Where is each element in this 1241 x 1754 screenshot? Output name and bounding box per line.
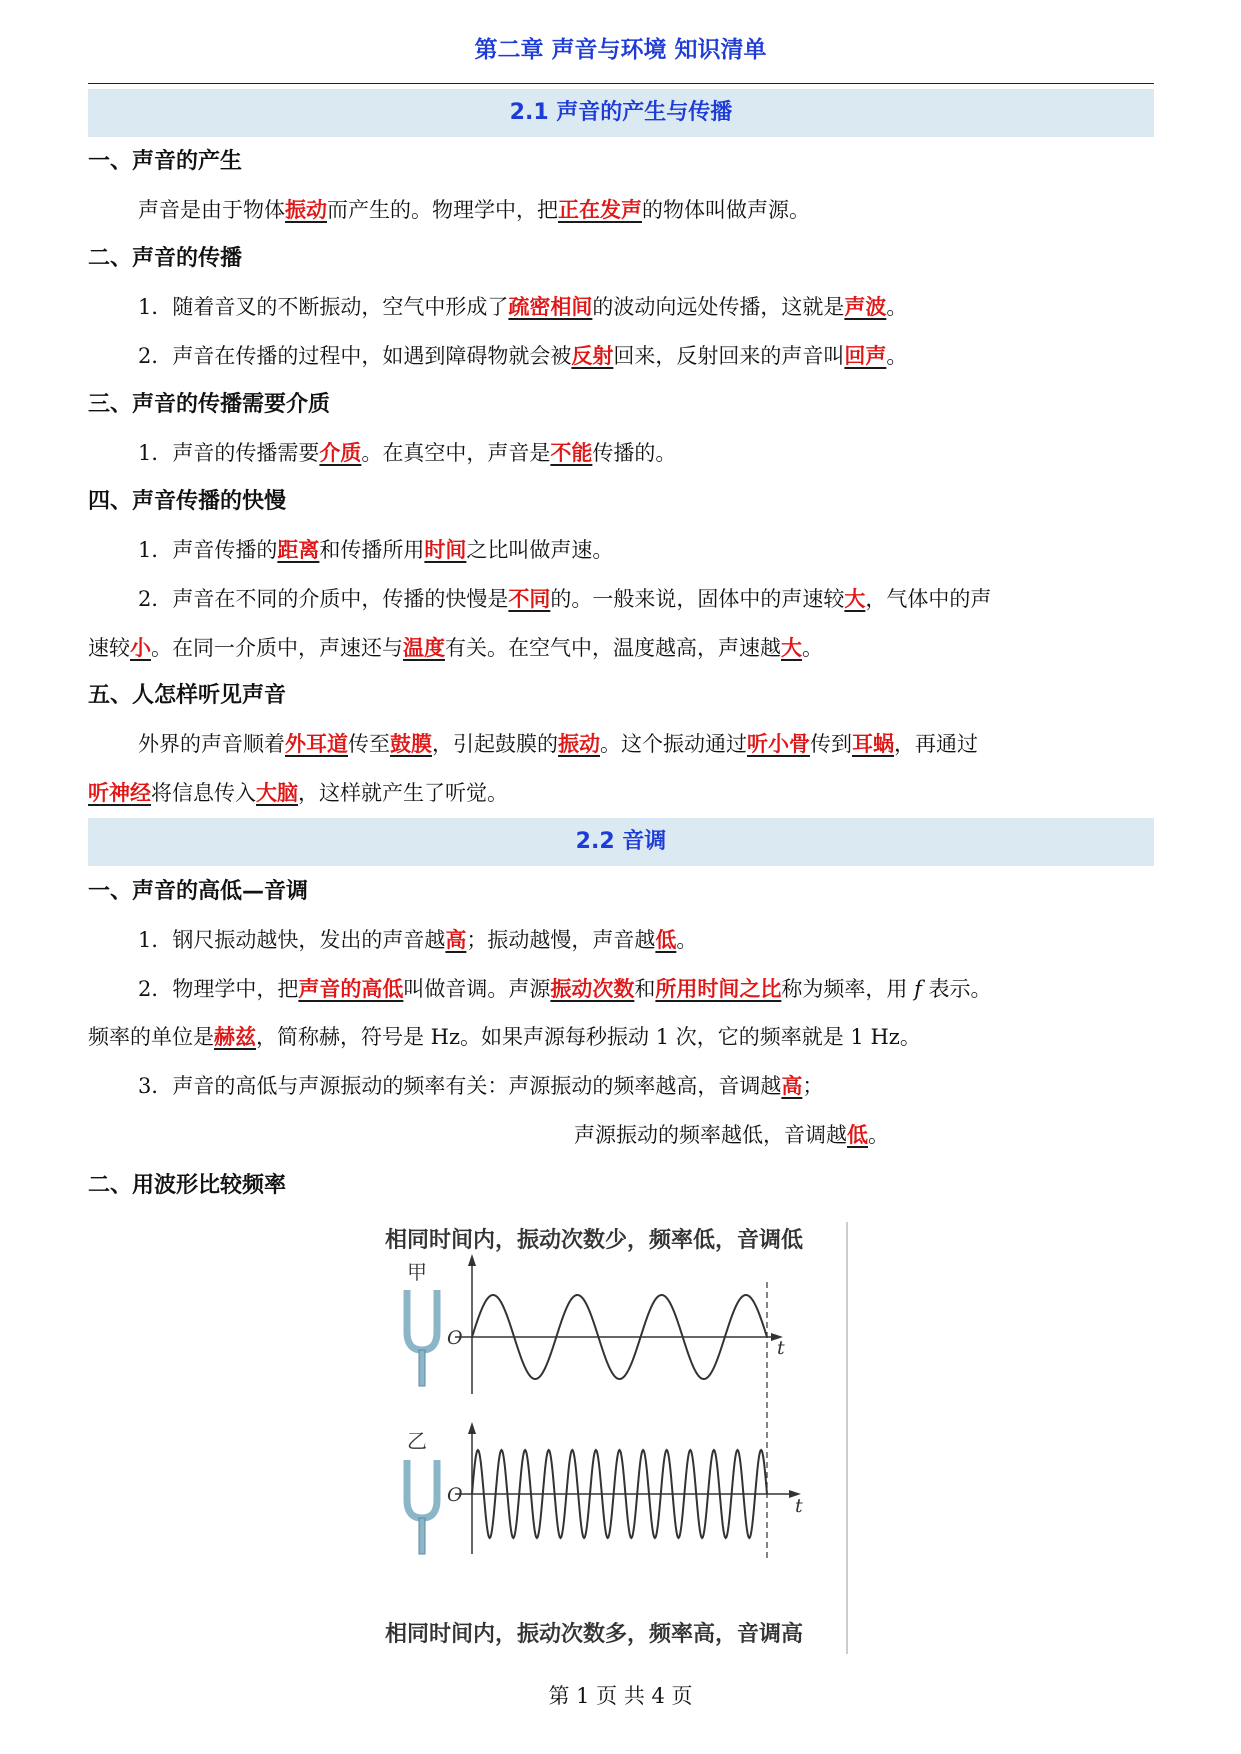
figure-caption-bottom: 相同时间内，振动次数多，频率高，音调高 <box>385 1622 804 1647</box>
heading-sound-propagation: 二、声音的传播 <box>88 246 243 271</box>
para-hearing-a: 外界的声音顺着外耳道传至鼓膜，引起鼓膜的振动。这个振动通过听小骨传到耳蜗，再通过 <box>138 732 978 756</box>
heading-waveform: 二、用波形比较频率 <box>88 1173 287 1198</box>
para-speed-2b: 速较小。在同一介质中，声速还与温度有关。在空气中，温度越高，声速越大。 <box>88 636 823 660</box>
para-hearing-b: 听神经将信息传入大脑，这样就产生了听觉。 <box>88 781 508 805</box>
label-jia: 甲 <box>407 1260 427 1284</box>
heading-sound-production: 一、声音的产生 <box>88 149 243 174</box>
para-speed-1: 1．声音传播的距离和传播所用时间之比叫做声速。 <box>138 538 614 562</box>
heading-speed: 四、声音传播的快慢 <box>88 489 287 514</box>
origin-b: O <box>447 1484 463 1506</box>
para-propagation-1: 1．随着音叉的不断振动，空气中形成了疏密相间的波动向远处传播，这就是声波。 <box>138 295 908 319</box>
section-bar-2-2: 2.2 音调 <box>88 818 1154 866</box>
t-label-b: t <box>795 1495 803 1517</box>
origin-a: O <box>447 1327 463 1349</box>
figure-caption-top: 相同时间内，振动次数少，频率低，音调低 <box>385 1228 804 1253</box>
para-pitch-2a: 2．物理学中，把声音的高低叫做音调。声源振动次数和所用时间之比称为频率，用 f 表示。 <box>138 977 992 1001</box>
title-rule <box>88 83 1154 84</box>
para-pitch-1: 1．钢尺振动越快，发出的声音越高；振动越慢，声音越低。 <box>138 928 698 952</box>
para-medium-1: 1．声音的传播需要介质。在真空中，声音是不能传播的。 <box>138 441 677 465</box>
section-bar-2-1: 2.1 声音的产生与传播 <box>88 89 1154 137</box>
para-speed-2a: 2．声音在不同的介质中，传播的快慢是不同的。一般来说，固体中的声速较大，气体中的声 <box>138 587 992 611</box>
para-propagation-2: 2．声音在传播的过程中，如遇到障碍物就会被反射回来，反射回来的声音叫回声。 <box>138 344 908 368</box>
waveform-diagram <box>385 1222 855 1654</box>
y-axis-a-arrow <box>468 1254 476 1266</box>
para-sound-production: 声音是由于物体振动而产生的。物理学中，把正在发声的物体叫做声源。 <box>138 198 810 222</box>
label-yi: 乙 <box>407 1429 427 1453</box>
heading-hearing: 五、人怎样听见声音 <box>88 683 287 708</box>
para-pitch-3b: 声源振动的频率越低，音调越低。 <box>574 1123 889 1147</box>
para-pitch-2b: 频率的单位是赫兹，简称赫，符号是 Hz。如果声源每秒振动 1 次，它的频率就是 1 Hz。 <box>88 1025 921 1049</box>
page-title: 第二章 声音与环境 知识清单 <box>474 37 767 63</box>
heading-pitch: 一、声音的高低—音调 <box>88 879 309 904</box>
page-footer: 第 1 页 共 4 页 <box>548 1684 693 1708</box>
tuning-fork-a-icon <box>407 1290 437 1386</box>
t-label-a: t <box>777 1337 785 1359</box>
tuning-fork-b-icon <box>407 1460 437 1554</box>
waveform-figure <box>385 1222 855 1654</box>
para-pitch-3a: 3．声音的高低与声源振动的频率有关：声源振动的频率越高，音调越高； <box>138 1074 824 1098</box>
heading-medium: 三、声音的传播需要介质 <box>88 392 331 417</box>
y-axis-b-arrow <box>468 1422 476 1434</box>
